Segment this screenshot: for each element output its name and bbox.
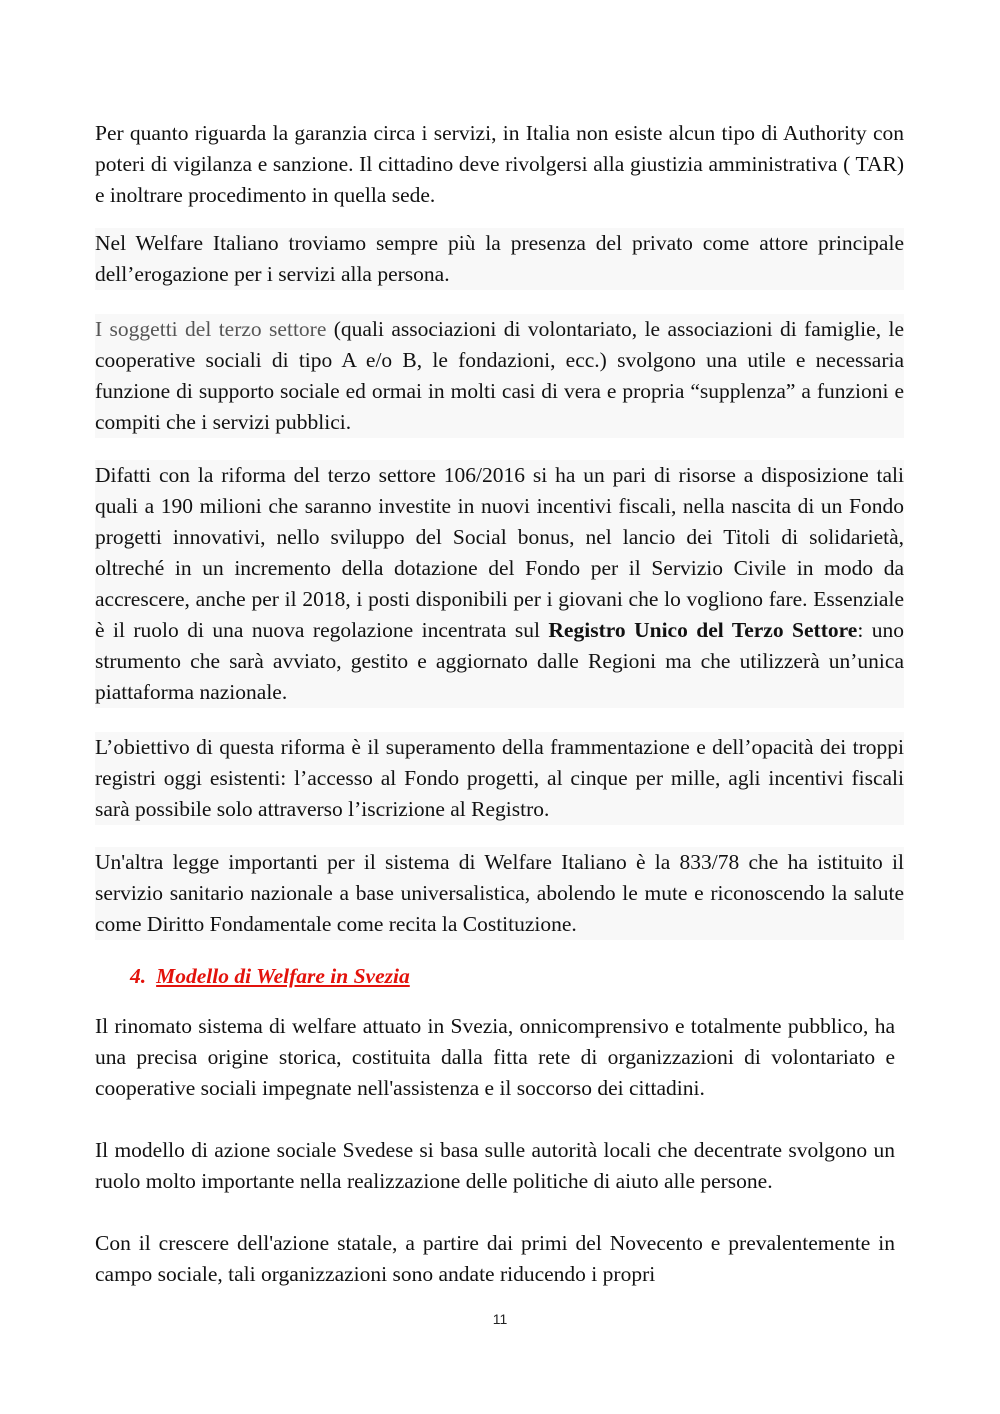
section-title: Modello di Welfare in Svezia <box>156 964 410 988</box>
paragraph-authority: Per quanto riguarda la garanzia circa i servizi, in Italia non esiste alcun tipo di Authority con poteri di vigilanza e sanzione. Il cittadino deve rivolgersi alla giustizia amministrativa ( TAR) e inoltrare procedimento in quella sede. <box>95 121 904 207</box>
page-number: 11 <box>492 1311 508 1327</box>
registro-unico-bold: Registro Unico del Terzo Settore <box>548 618 858 642</box>
terzo-settore-link-text: I soggetti del terzo settore <box>95 317 327 341</box>
paragraph-svezia-novecento: Con il crescere dell'azione statale, a partire dai primi del Novecento e prevalentemente in campo sociale, tali organizzazioni sono andate riducendo i propri <box>95 1231 895 1286</box>
paragraph-obiettivo: L’obiettivo di questa riforma è il superamento della frammentazione e dell’opacità dei troppi registri oggi esistenti: l’accesso al Fondo progetti, al cinque per mille, agli incentivi fiscali sarà possibile solo attraverso l’iscrizione al Registro. <box>95 732 904 825</box>
paragraph-welfare-privato: Nel Welfare Italiano troviamo sempre più la presenza del privato come attore principale dell’erogazione per i servizi alla persona. <box>95 228 904 290</box>
paragraph-riforma-after: : uno strumento che sarà avviato, gestito e aggiornato dalle Regioni ma che utilizzerà un’unica piattaforma nazionale. <box>95 618 904 704</box>
paragraph-terzo-settore <box>95 314 904 438</box>
paragraph-riforma-before: Difatti con la riforma del terzo settore 106/2016 si ha un pari di risorse a disposizione tali quali a 190 milioni che saranno investite in nuovi incentivi fiscali, nella nascita di un Fondo progetti innovativi, nello sviluppo del Social bonus, nel lancio dei Titoli di solidarietà, oltreché in un incremento della dotazione del Fondo per il Servizio Civile in modo da accrescere, anche per il 2018, i posti disponibili per i giovani che lo vogliono fare. Essenziale è il ruolo di una nuova regolazione incentrata sul <box>95 463 904 642</box>
section-number: 4. <box>130 964 147 988</box>
section-heading <box>130 961 410 992</box>
paragraph-riforma <box>95 460 904 708</box>
paragraph-legge-833: Un'altra legge importanti per il sistema di Welfare Italiano è la 833/78 che ha istituito il servizio sanitario nazionale a base universalistica, abolendo le mute e riconoscendo la salute come Diritto Fondamentale come recita la Costituzione. <box>95 847 904 940</box>
paragraph-svezia-autorita: Il modello di azione sociale Svedese si basa sulle autorità locali che decentrate svolgono un ruolo molto importante nella realizzazione delle politiche di aiuto alle persone. <box>95 1138 895 1193</box>
paragraph-terzo-settore-rest: (quali associazioni di volontariato, le associazioni di famiglie, le cooperative sociali di tipo A e/o B, le fondazioni, ecc.) svolgono una utile e necessaria funzione di supporto sociale ed ormai in molti casi di vera e propria “supplenza” a funzioni e compiti che i servizi pubblici. <box>95 317 904 434</box>
paragraph-svezia-origine: Il rinomato sistema di welfare attuato in Svezia, onnicomprensivo e totalmente pubblico, ha una precisa origine storica, costituita dalla fitta rete di organizzazioni di volontariato e cooperative sociali impegnate nell'assistenza e il soccorso dei cittadini. <box>95 1014 895 1100</box>
